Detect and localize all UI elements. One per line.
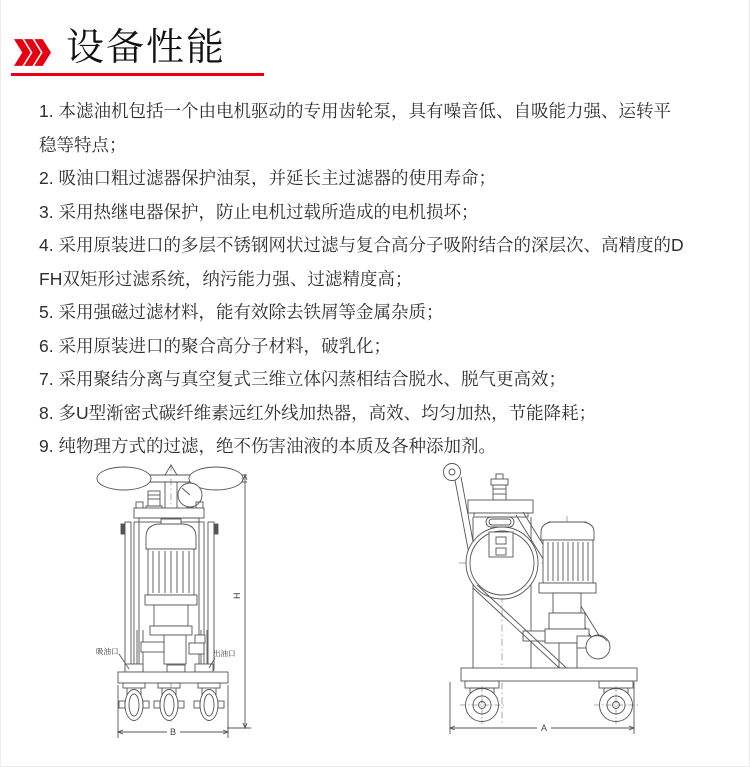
width-dimension-label: B	[170, 727, 177, 737]
feature-item: 3. 采用热继电器保护，防止电机过载所造成的电机损坏；	[39, 201, 479, 222]
feature-item: 1. 本滤油机包括一个由电机驱动的专用齿轮泵，具有噪音低、自吸能力强、运转平稳等特点；	[39, 101, 671, 155]
page-title: 设备性能	[66, 27, 227, 69]
front-view-diagram	[69, 462, 289, 767]
title-underline	[11, 73, 264, 76]
length-dimension-label: A	[541, 723, 548, 733]
section-header	[14, 26, 226, 72]
suction-port-label: 吸油口	[96, 647, 119, 656]
outlet-port-label: 出油口	[213, 649, 236, 658]
height-dimension-label: H	[232, 592, 242, 599]
feature-item: 5. 采用强磁过滤材料，能有效除去铁屑等金属杂质；	[39, 302, 444, 322]
feature-item: 2. 吸油口粗过滤器保护油泵，并延长主过滤器的使用寿命；	[39, 168, 496, 188]
triple-chevrons-icon	[14, 38, 51, 67]
feature-item: 4. 采用原装进口的多层不锈钢网状过滤与复合高分子吸附结合的深层次、高精度的DFH双矩形过滤系统，纳污能力强、过滤精度高；	[39, 235, 684, 289]
feature-item: 6. 采用原装进口的聚合高分子材料，破乳化；	[39, 335, 391, 356]
feature-item: 8. 多U型渐密式碳纤维素远红外线加热器，高效、均匀加热，节能降耗；	[39, 402, 597, 423]
feature-list	[39, 95, 684, 464]
feature-item: 9. 纯物理方式的过滤，绝不伤害油液的本质及各种添加剂。	[39, 436, 496, 456]
feature-item: 7. 采用聚结分离与真空复式三维立体闪蒸相结合脱水、脱气更高效；	[39, 369, 566, 389]
side-view-diagram	[419, 458, 669, 767]
